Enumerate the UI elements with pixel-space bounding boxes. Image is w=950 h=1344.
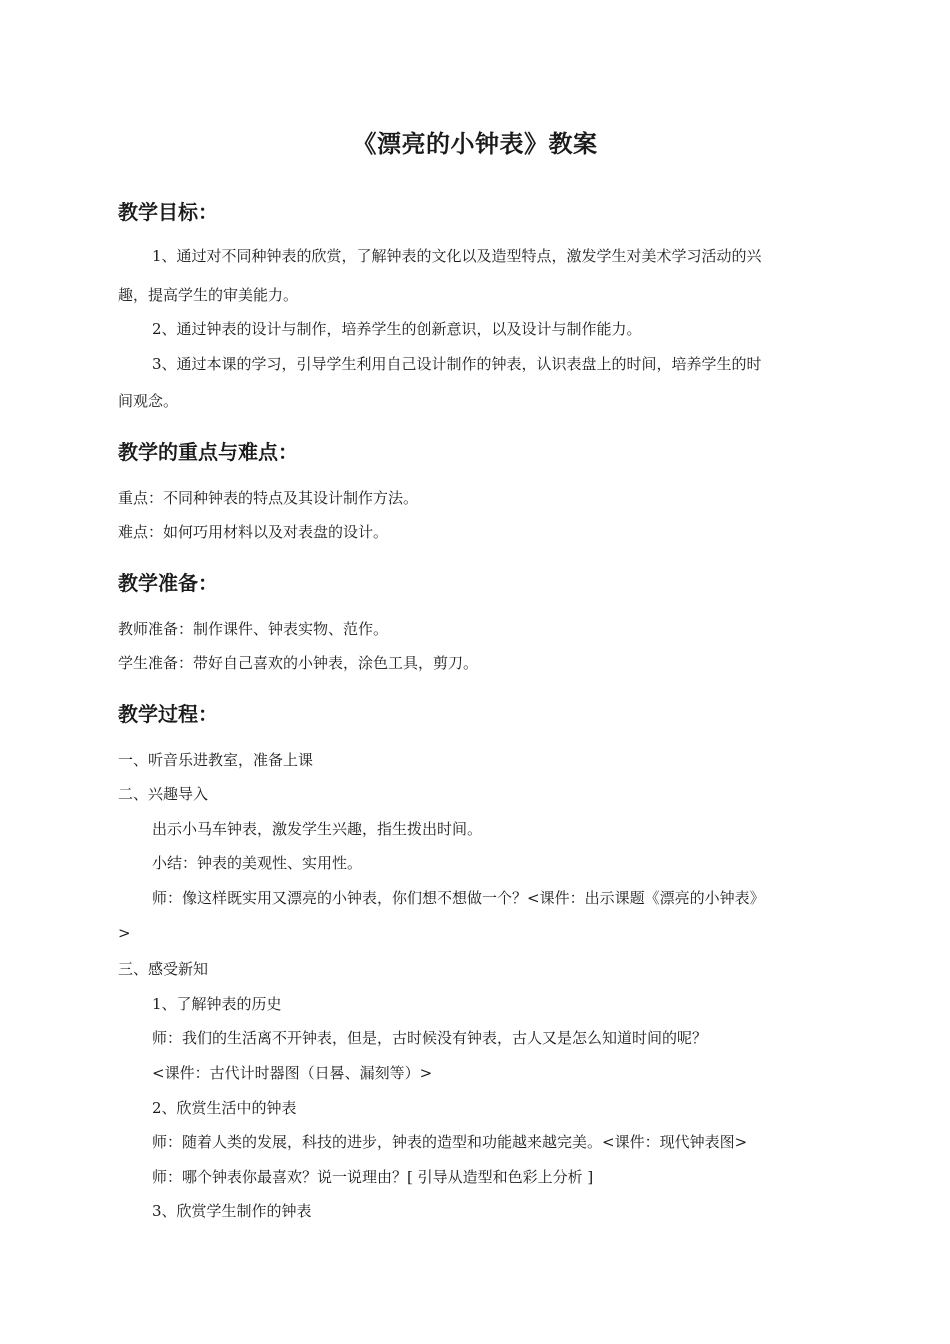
objective-item-3-line-2: 间观念。 <box>118 392 179 410</box>
process-step-1: 一、听音乐进教室，准备上课 <box>118 751 314 769</box>
heading-key-points: 教学的重点与难点： <box>118 440 298 464</box>
process-step-2-b: 小结：钟表的美观性、实用性。 <box>152 854 363 872</box>
process-step-3-2-a: 师：随着人类的发展，科技的进步，钟表的造型和功能越来越完美。<课件：现代钟表图> <box>152 1133 748 1151</box>
key-point-difficulty: 难点：如何巧用材料以及对表盘的设计。 <box>118 523 389 541</box>
objective-item-1-line-1: 1、通过对不同种钟表的欣赏，了解钟表的文化以及造型特点，激发学生对美术学习活动的兴 <box>152 247 762 265</box>
key-point-focus: 重点：不同种钟表的特点及其设计制作方法。 <box>118 489 419 507</box>
process-step-3-1-a: 师：我们的生活离不开钟表，但是，古时候没有钟表，古人又是怎么知道时间的呢？ <box>152 1029 708 1047</box>
process-step-3-1: 1、了解钟表的历史 <box>152 995 282 1013</box>
process-step-2-c-line-1: 师：像这样既实用又漂亮的小钟表，你们想不想做一个？<课件：出示课题《漂亮的小钟表》 <box>152 889 765 907</box>
process-step-3-1-b: <课件：古代计时器图（日晷、漏刻等）> <box>152 1064 433 1082</box>
preparation-teacher: 教师准备：制作课件、钟表实物、范作。 <box>118 620 389 638</box>
process-step-3: 三、感受新知 <box>118 960 209 978</box>
process-step-2: 二、兴趣导入 <box>118 785 209 803</box>
objective-item-1-line-2: 趣，提高学生的审美能力。 <box>118 286 299 304</box>
process-step-2-a: 出示小马车钟表，激发学生兴趣，指生拨出时间。 <box>152 820 483 838</box>
document-title: 《漂亮的小钟表》教案 <box>352 130 598 158</box>
process-step-3-2-b: 师：哪个钟表你最喜欢？说一说理由？[ 引导从造型和色彩上分析 ] <box>152 1168 594 1186</box>
preparation-student: 学生准备：带好自己喜欢的小钟表，涂色工具，剪刀。 <box>118 654 479 672</box>
heading-preparation: 教学准备： <box>118 571 218 595</box>
process-step-2-c-line-2: > <box>118 924 131 942</box>
objective-item-2: 2、通过钟表的设计与制作，培养学生的创新意识，以及设计与制作能力。 <box>152 320 642 338</box>
process-step-3-3: 3、欣赏学生制作的钟表 <box>152 1202 312 1220</box>
heading-process: 教学过程： <box>118 702 218 726</box>
heading-objectives: 教学目标： <box>118 200 218 224</box>
process-step-3-2: 2、欣赏生活中的钟表 <box>152 1099 297 1117</box>
objective-item-3-line-1: 3、通过本课的学习，引导学生利用自己设计制作的钟表，认识表盘上的时间，培养学生的时 <box>152 355 762 373</box>
